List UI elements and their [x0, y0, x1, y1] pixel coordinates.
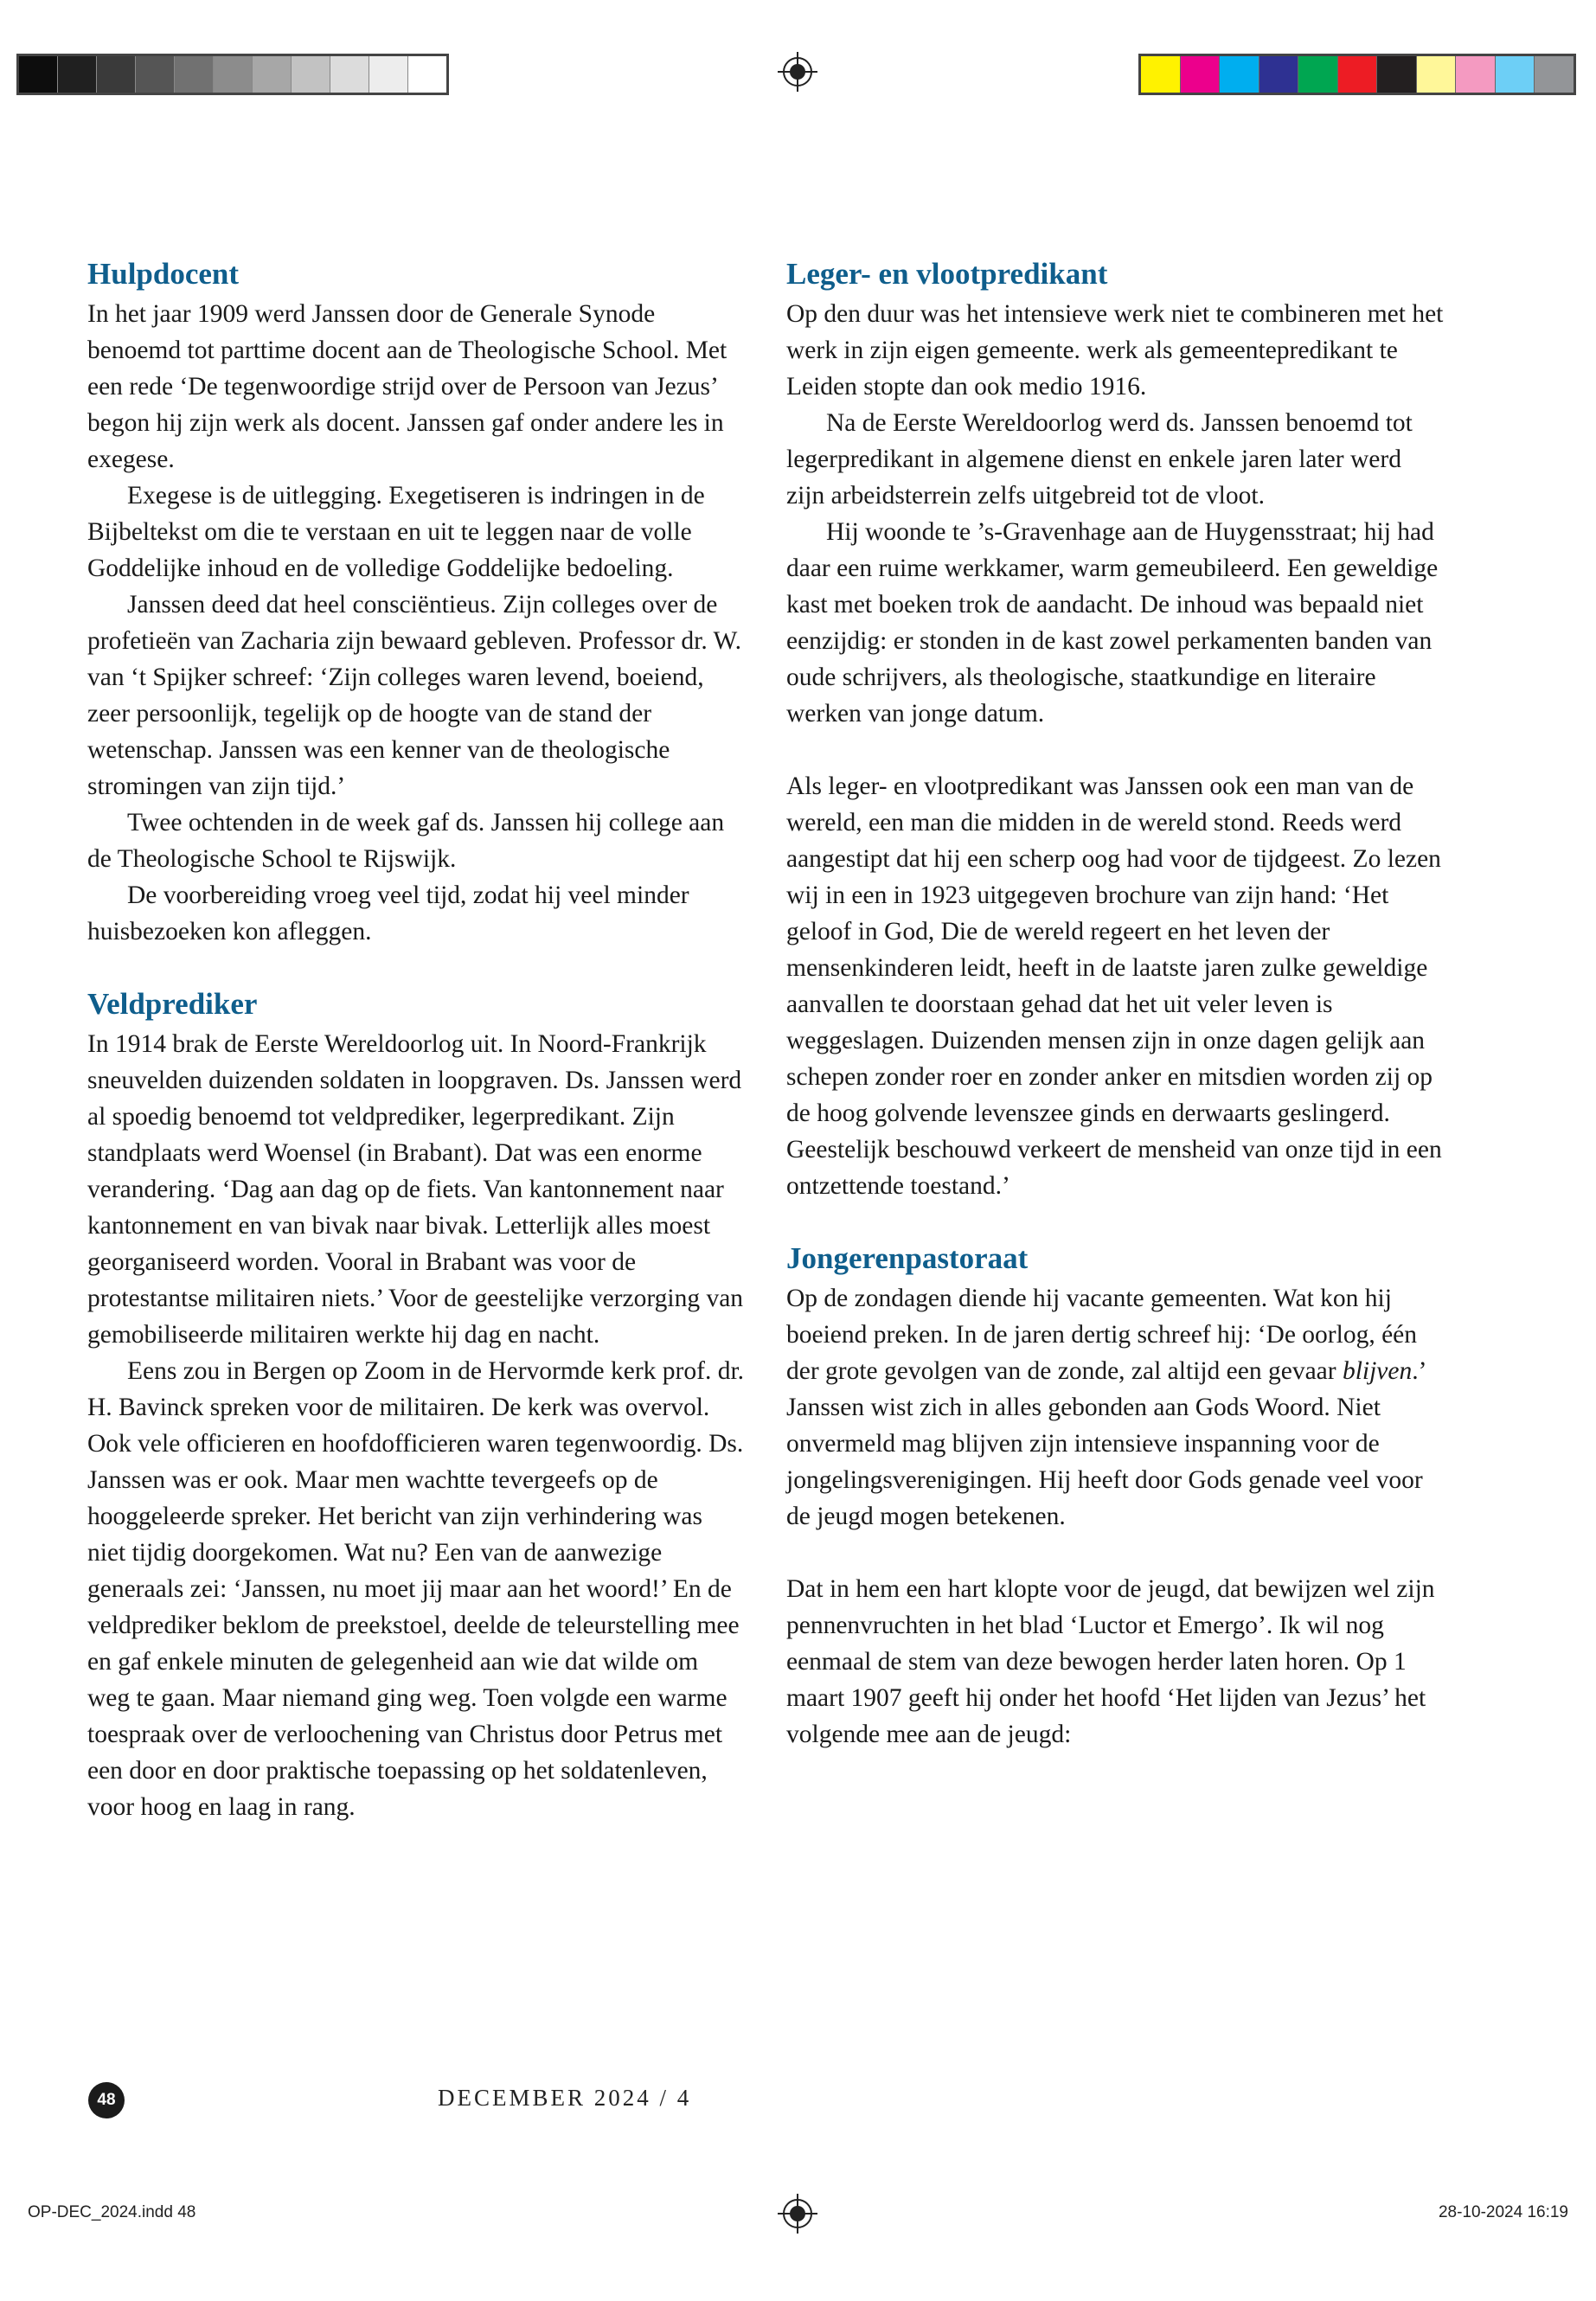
body-paragraph: In het jaar 1909 werd Janssen door de Generale Synode benoemd tot parttime docent aan de Theologische School. Met een rede ‘De tegenwoordige strijd over de Persoon van Jezus’ begon hij zijn werk als docent. Janssen gaf onder andere les in exegese. [87, 300, 727, 473]
color-swatch [1377, 56, 1417, 93]
color-swatch [1535, 56, 1574, 93]
body-paragraph: Als leger- en vlootpredikant was Janssen ook een man van de wereld, een man die midden in de wereld stond. Reeds werd aangestipt dat hij een scherp oog had voor de tijdgeest. Zo lezen wij in een in 1923 uitgegeven brochure van zijn hand: ‘Het geloof in God, Die de wereld regeert en het leven der mensenkinderen leidt, heeft in de laatste jaren zulke geweldige aanvallen te doorstaan gehad dat het uit veler leven is weggeslagen. Duizenden mensen zijn in onze dagen gelijk aan schepen zonder roer en zonder anker en mitsdien worden zij op de hoog golvende levenszee ginds en derwaarts geslingerd. Geestelijk beschouwd verkeert de mensheid van onze tijd in een ontzettende toestand.’ [786, 772, 1442, 1200]
right-column [786, 253, 1444, 1753]
gray-swatch [330, 56, 369, 93]
body-paragraph: Twee ochtenden in de week gaf ds. Janssen hij college aan de Theologische School te Rijswijk. [87, 809, 725, 873]
section-heading: Leger- en vlootpredikant [786, 257, 1108, 291]
color-swatch [1417, 56, 1457, 93]
gray-swatch [253, 56, 292, 93]
color-swatch [1220, 56, 1259, 93]
color-calibration-bar [1138, 54, 1576, 95]
slug-timestamp: 28-10-2024 16:19 [1438, 2203, 1568, 2221]
gray-swatch [408, 56, 446, 93]
body-paragraph: Op den duur was het intensieve werk niet te combineren met het werk in zijn eigen gemeente. werk als gemeentepredikant te Leiden stopte dan ook medio 1916. [786, 300, 1444, 401]
color-swatch [1338, 56, 1378, 93]
gray-swatch [19, 56, 58, 93]
gray-swatch [136, 56, 175, 93]
body-paragraph: Dat in hem een hart klopte voor de jeugd, dat bewijzen wel zijn pennenvruchten in het blad ‘Luctor et Emergo’. Ik wil nog eenmaal de stem van deze bewogen herder laten horen. Op 1 maart 1907 geeft hij onder het hoofd ‘Het lijden van Jezus’ het volgende mee aan de jeugd: [786, 1575, 1435, 1748]
gray-swatch [369, 56, 408, 93]
section-heading: Jongerenpastoraat [786, 1241, 1029, 1275]
color-swatch [1456, 56, 1496, 93]
body-paragraph: Exegese is de uitlegging. Exegetiseren is indringen in de Bijbeltekst om die te verstaan en uit te leggen naar de volle Goddelijke inhoud en de volledige Goddelijke bedoeling. [87, 482, 705, 582]
color-swatch [1298, 56, 1338, 93]
body-paragraph: Eens zou in Bergen op Zoom in de Hervormde kerk prof. dr. H. Bavinck spreken voor de militairen. De kerk was overvol. Ook vele officieren en hoofdofficieren waren tegenwoordig. Ds. Janssen was er ook. Maar men wachtte tevergeefs op de hooggeleerde spreker. Het bericht van zijn verhindering was niet tijdig doorgekomen. Wat nu? Een van de aanwezige generaals zei: ‘Janssen, nu moet jij maar aan het woord!’ En de veldprediker beklom de preekstoel, deelde de teleurstelling mee en gaf enkele minuten de gelegenheid aan wie dat wilde om weg te gaan. Maar niemand ging weg. Toen volgde een warme toespraak over de verloochening van Christus door Petrus met een door en door praktische toepassing op het soldatenleven, voor hoog en laag in rang. [87, 1357, 745, 1821]
gray-swatch [58, 56, 97, 93]
registration-mark-top [783, 57, 812, 87]
grayscale-calibration-bar [16, 54, 449, 95]
left-column [87, 253, 745, 1825]
color-swatch [1259, 56, 1299, 93]
body-paragraph: Na de Eerste Wereldoorlog werd ds. Janssen benoemd tot legerpredikant in algemene dienst en enkele jaren later werd zijn arbeidsterrein zelfs uitgebreid tot de vloot. [786, 409, 1413, 510]
gray-swatch [97, 56, 136, 93]
gray-swatch [292, 56, 330, 93]
section-heading: Hulpdocent [87, 257, 240, 291]
body-paragraph: De voorbereiding vroeg veel tijd, zodat hij veel minder huisbezoeken kon afleggen. [87, 881, 689, 945]
issue-label: DECEMBER 2024 / 4 [438, 2085, 692, 2111]
gray-swatch [214, 56, 253, 93]
page-number-badge: 48 [88, 2082, 125, 2118]
section-heading: Veldprediker [87, 987, 258, 1021]
gray-swatch [175, 56, 214, 93]
body-paragraph: Janssen deed dat heel consciëntieus. Zijn colleges over de profetieën van Zacharia zijn bewaard gebleven. Professor dr. W. van ‘t Spijker schreef: ‘Zijn colleges waren levend, boeiend, zeer persoonlijk, tegelijk op de hoogte van de stand der wetenschap. Janssen was een kenner van de theologische stromingen van zijn tijd.’ [87, 591, 742, 800]
registration-mark-bottom [783, 2199, 812, 2228]
body-paragraph: In 1914 brak de Eerste Wereldoorlog uit. In Noord-Frankrijk sneuvelden duizenden soldaten in loopgraven. Ds. Janssen werd al spoedig benoemd tot veldprediker, legerpredikant. Zijn standplaats werd Woensel (in Brabant). Dat was een enorme verandering. ‘Dag aan dag op de fiets. Van kantonnement naar kantonnement en van bivak naar bivak. Letterlijk alles moest georganiseerd worden. Vooral in Brabant was voor de protestantse militairen niets.’ Voor de geestelijke verzorging van gemobiliseerde militairen werkte hij dag en nacht. [87, 1030, 744, 1349]
color-swatch [1496, 56, 1535, 93]
slug-file-info: OP-DEC_2024.indd 48 [28, 2203, 196, 2221]
body-paragraph: Hij woonde te ’s-Gravenhage aan de Huygensstraat; hij had daar een ruime werkkamer, warm gemeubileerd. Een geweldige kast met boeken trok de aandacht. De inhoud was bepaald niet eenzijdig: er stonden in de kast zowel perkamenten banden van oude schrijvers, als theologische, staatkundige en literaire werken van jonge datum. [786, 518, 1439, 727]
color-swatch [1181, 56, 1221, 93]
body-paragraph: Op de zondagen diende hij vacante gemeenten. Wat kon hij boeiend preken. In de jaren dertig schreef hij: ‘De oorlog, één der grote gevolgen van de zonde, zal altijd een gevaar blijven.’ Janssen wist zich in alles gebonden aan Gods Woord. Niet onvermeld mag blijven zijn intensieve inspanning voor de jongelingsverenigingen. Hij heeft door Gods genade veel voor de jeugd mogen betekenen. [786, 1285, 1426, 1530]
color-swatch [1141, 56, 1181, 93]
